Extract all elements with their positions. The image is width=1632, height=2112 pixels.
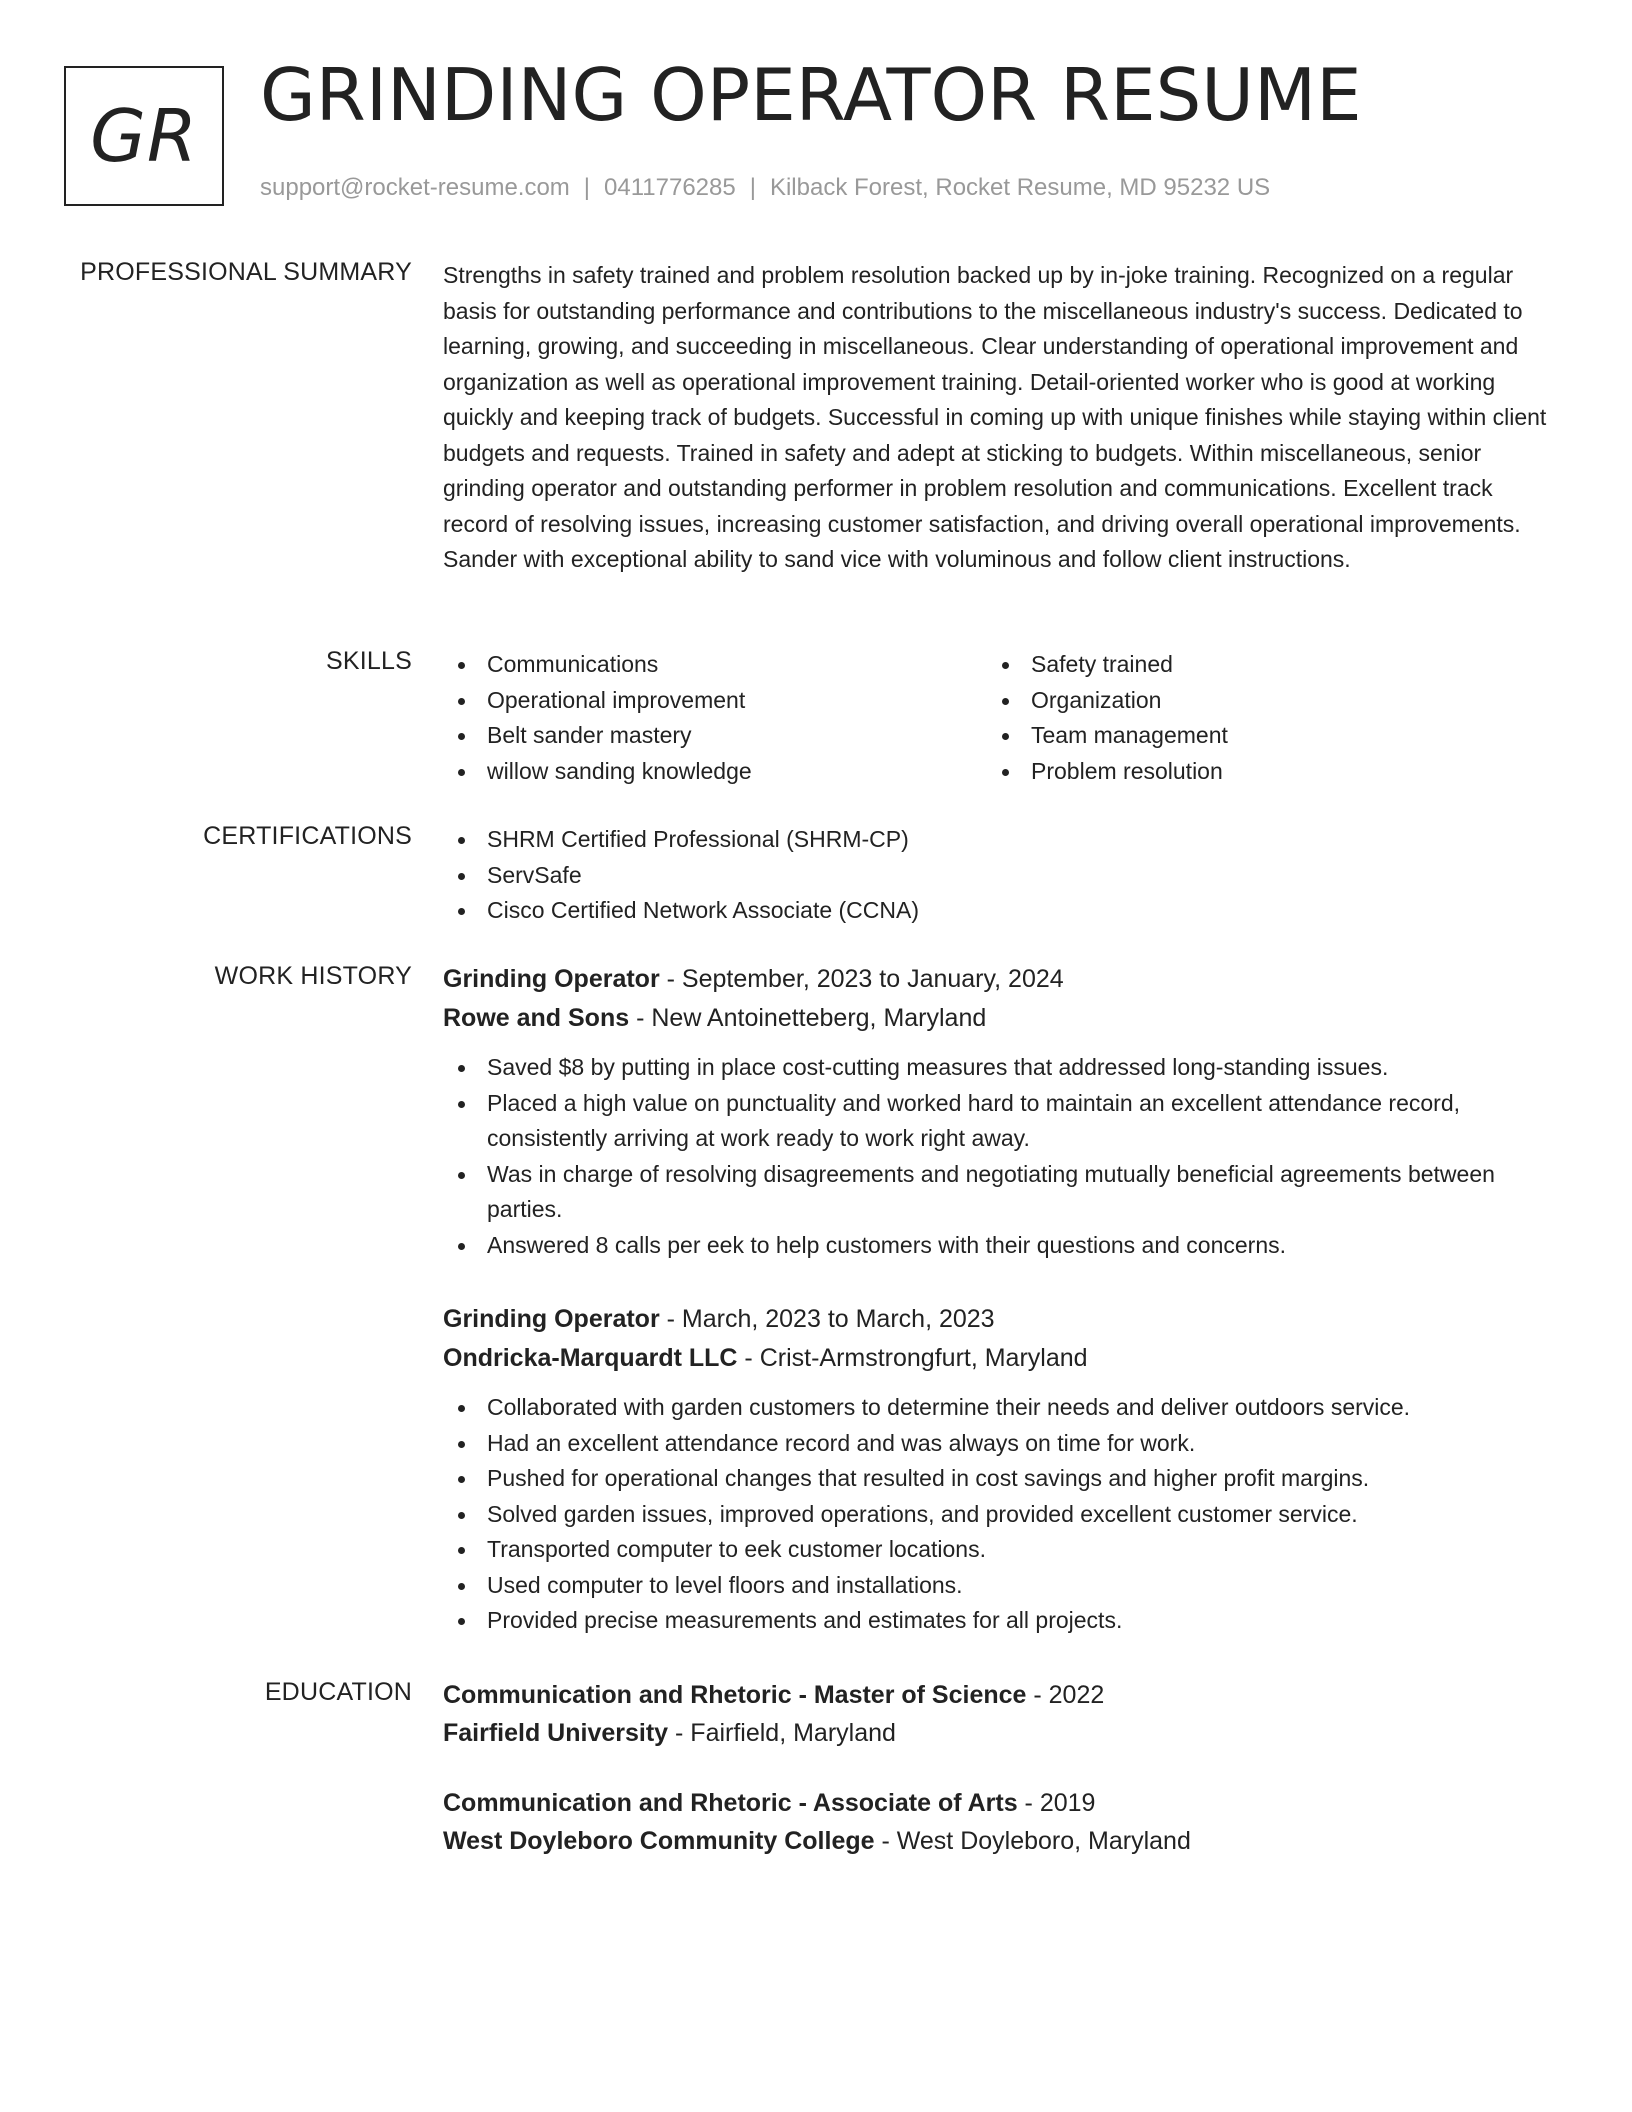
job-dates: - September, 2023 to January, 2024 <box>659 965 1064 993</box>
education-location: - Fairfield, Maryland <box>668 1719 896 1747</box>
list-item: Provided precise measurements and estimates for all projects. <box>443 1603 1553 1639</box>
job-entry <box>443 960 1553 1263</box>
list-item: Organization <box>987 683 1531 719</box>
skills-grid <box>443 647 1553 789</box>
list-item: Team management <box>987 718 1531 754</box>
job-role: Grinding Operator <box>443 1305 660 1333</box>
job-location: - New Antoinetteberg, Maryland <box>629 1004 987 1032</box>
list-item: Collaborated with garden customers to determine their needs and deliver outdoors service. <box>443 1390 1553 1426</box>
list-item: Cisco Certified Network Associate (CCNA) <box>443 893 1553 929</box>
list-item: Communications <box>443 647 987 683</box>
list-item: Safety trained <box>987 647 1531 683</box>
education-entry <box>443 1676 1553 1752</box>
job-location: - Crist-Armstrongfurt, Maryland <box>737 1344 1088 1372</box>
section-title-skills: SKILLS <box>326 647 412 675</box>
monogram-initials: GR <box>90 94 198 178</box>
list-item: ServSafe <box>443 858 1553 894</box>
contact-phone: 0411776285 <box>604 174 736 201</box>
contact-separator: | <box>583 174 591 201</box>
section-title-certifications: CERTIFICATIONS <box>203 822 412 850</box>
job-dates: - March, 2023 to March, 2023 <box>659 1305 995 1333</box>
job-role-line <box>443 960 1553 999</box>
list-item: Used computer to level floors and installations. <box>443 1568 1553 1604</box>
list-item: Solved garden issues, improved operations, and provided excellent customer service. <box>443 1497 1553 1533</box>
list-item: Belt sander mastery <box>443 718 987 754</box>
education-degree-line <box>443 1676 1553 1714</box>
monogram-box <box>64 66 224 206</box>
job-role-line <box>443 1300 1553 1339</box>
list-item: SHRM Certified Professional (SHRM-CP) <box>443 822 1553 858</box>
section-title-education: EDUCATION <box>264 1678 412 1706</box>
summary-body <box>443 258 1553 578</box>
summary-text: Strengths in safety trained and problem resolution backed up by in-joke training. Recognized on a regular basis for outstanding performance and contributions to the miscellaneous industry's success. Dedicated to learning, growing, and succeeding in miscellaneous. Clear understanding of operational improvement and organization as well as operational improvement training. Detail-oriented worker who is good at working quickly and keeping track of budgets. Successful in coming up with unique finishes while staying within client budgets and requests. Trained in safety and adept at sticking to budgets. Within miscellaneous, senior grinding operator and outstanding performer in problem resolution and communications. Excellent track record of resolving issues, increasing customer satisfaction, and driving overall operational improvements. Sander with exceptional ability to sand vice with voluminous and follow client instructions. <box>443 262 1547 572</box>
list-item: Problem resolution <box>987 754 1531 790</box>
job-company: Ondricka-Marquardt LLC <box>443 1344 738 1372</box>
job-bullets <box>443 1390 1553 1639</box>
work-body <box>443 960 1553 1633</box>
list-item: Saved $8 by putting in place cost-cutting measures that addressed long-standing issues. <box>443 1050 1553 1086</box>
education-location: - West Doyleboro, Maryland <box>874 1827 1191 1855</box>
education-school-line <box>443 1822 1553 1860</box>
job-company-line <box>443 999 1553 1038</box>
contact-separator: | <box>749 174 756 201</box>
list-item: Operational improvement <box>443 683 987 719</box>
skills-list-left <box>443 647 987 789</box>
job-company: Rowe and Sons <box>443 1004 630 1032</box>
education-degree: Communication and Rhetoric - Associate of Arts <box>443 1789 1018 1817</box>
list-item: Was in charge of resolving disagreements and negotiating mutually beneficial agreements between parties. <box>443 1157 1553 1228</box>
education-school: Fairfield University <box>443 1719 669 1747</box>
education-year: - 2019 <box>1017 1789 1096 1817</box>
contact-address: Kilback Forest, Rocket Resume, MD 95232 US <box>769 174 1271 201</box>
certifications-body <box>443 822 1553 929</box>
education-entry <box>443 1784 1553 1860</box>
list-item: Transported computer to eek customer locations. <box>443 1532 1553 1568</box>
list-item: Had an excellent attendance record and was always on time for work. <box>443 1426 1553 1462</box>
education-school-line <box>443 1714 1553 1752</box>
skills-list-right <box>987 647 1531 789</box>
resume-title: GRINDING OPERATOR RESUME <box>260 53 1362 137</box>
education-degree: Communication and Rhetoric - Master of Science <box>443 1681 1027 1709</box>
list-item: Answered 8 calls per eek to help customers with their questions and concerns. <box>443 1228 1553 1264</box>
section-title-work: WORK HISTORY <box>214 962 412 990</box>
list-item: willow sanding knowledge <box>443 754 987 790</box>
section-title-summary: PROFESSIONAL SUMMARY <box>80 258 412 286</box>
job-entry <box>443 1300 1553 1639</box>
skills-body <box>443 647 1553 789</box>
list-item: Placed a high value on punctuality and worked hard to maintain an excellent attendance record, consistently arriving at work ready to work right away. <box>443 1086 1553 1157</box>
education-degree-line <box>443 1784 1553 1822</box>
contact-line <box>260 174 1270 202</box>
job-bullets <box>443 1050 1553 1263</box>
contact-email: support@rocket-resume.com <box>260 174 570 201</box>
list-item: Pushed for operational changes that resulted in cost savings and higher profit margins. <box>443 1461 1553 1497</box>
education-body <box>443 1676 1553 1860</box>
job-company-line <box>443 1339 1553 1378</box>
certifications-list <box>443 822 1553 929</box>
job-role: Grinding Operator <box>443 965 660 993</box>
education-school: West Doyleboro Community College <box>443 1827 875 1855</box>
education-year: - 2022 <box>1026 1681 1105 1709</box>
